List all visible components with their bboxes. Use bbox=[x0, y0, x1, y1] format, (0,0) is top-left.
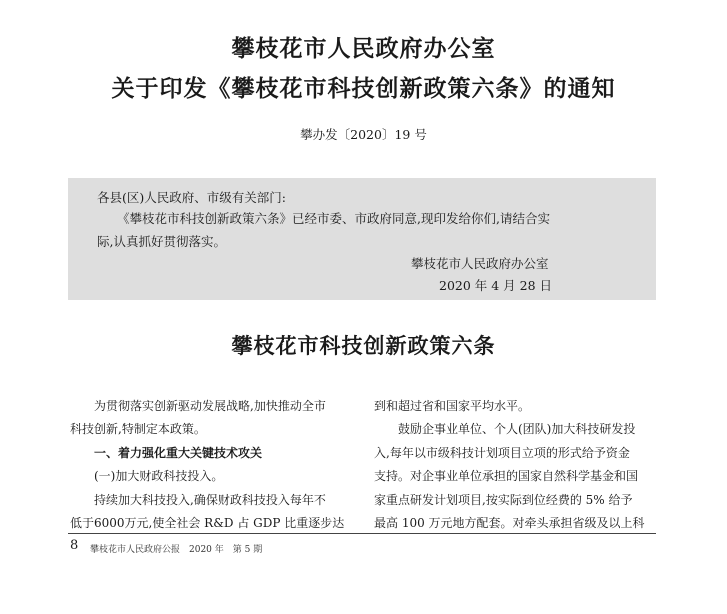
notice-box bbox=[68, 178, 656, 300]
issuer: 攀枝花市人民政府办公室 bbox=[411, 256, 549, 271]
paragraph-line: 为贯彻落实创新驱动发展战略,加快推动全市 bbox=[94, 399, 326, 413]
notice-body-line2: 际,认真抓好贯彻落实。 bbox=[97, 234, 226, 249]
paragraph-line: 科技创新,特制定本政策。 bbox=[70, 422, 206, 437]
paragraph-line: 最高 100 万元地方配套。对牵头承担省级及以上科 bbox=[374, 516, 645, 530]
paragraph-line: 鼓励企事业单位、个人(团队)加大科技研发投 bbox=[398, 422, 636, 437]
notice-body-line1: 《攀枝花市科技创新政策六条》已经市委、市政府同意,现印发给你们,请结合实 bbox=[117, 211, 550, 226]
notice-title-line1: 攀枝花市人民政府办公室 bbox=[231, 35, 496, 62]
policy-title: 攀枝花市科技创新政策六条 bbox=[231, 333, 496, 358]
document-number: 攀办发〔2020〕19 号 bbox=[300, 127, 427, 142]
footer-divider bbox=[68, 533, 656, 534]
paragraph-line: 入,每年以市级科技计划项目立项的形式给予资金 bbox=[374, 445, 630, 460]
issue-date: 2020 年 4 月 28 日 bbox=[439, 278, 553, 293]
paragraph-line: 持续加大科技投入,确保财政科技投入每年不 bbox=[94, 492, 326, 507]
paragraph-line: 一、着力强化重大关键技术攻关 bbox=[94, 445, 263, 460]
page-number: 8 bbox=[70, 538, 79, 553]
paragraph-line: 低于6000万元,使全社会 R&D 占 GDP 比重逐步达 bbox=[70, 516, 345, 530]
paragraph-line: (一)加大财政科技投入。 bbox=[94, 469, 224, 484]
notice-title-line2: 关于印发《攀枝花市科技创新政策六条》的通知 bbox=[111, 75, 616, 102]
paragraph-line: 支持。对企事业单位承担的国家自然科学基金和国 bbox=[374, 469, 639, 484]
recipients: 各县(区)人民政府、市级有关部门: bbox=[97, 190, 286, 205]
paragraph-line: 到和超过省和国家平均水平。 bbox=[374, 399, 531, 413]
paragraph-line: 家重点研发计划项目,按实际到位经费的 5% 给予 bbox=[374, 492, 633, 507]
footer-publication: 攀枝花市人民政府公报 2020 年 第 5 期 bbox=[90, 545, 263, 555]
